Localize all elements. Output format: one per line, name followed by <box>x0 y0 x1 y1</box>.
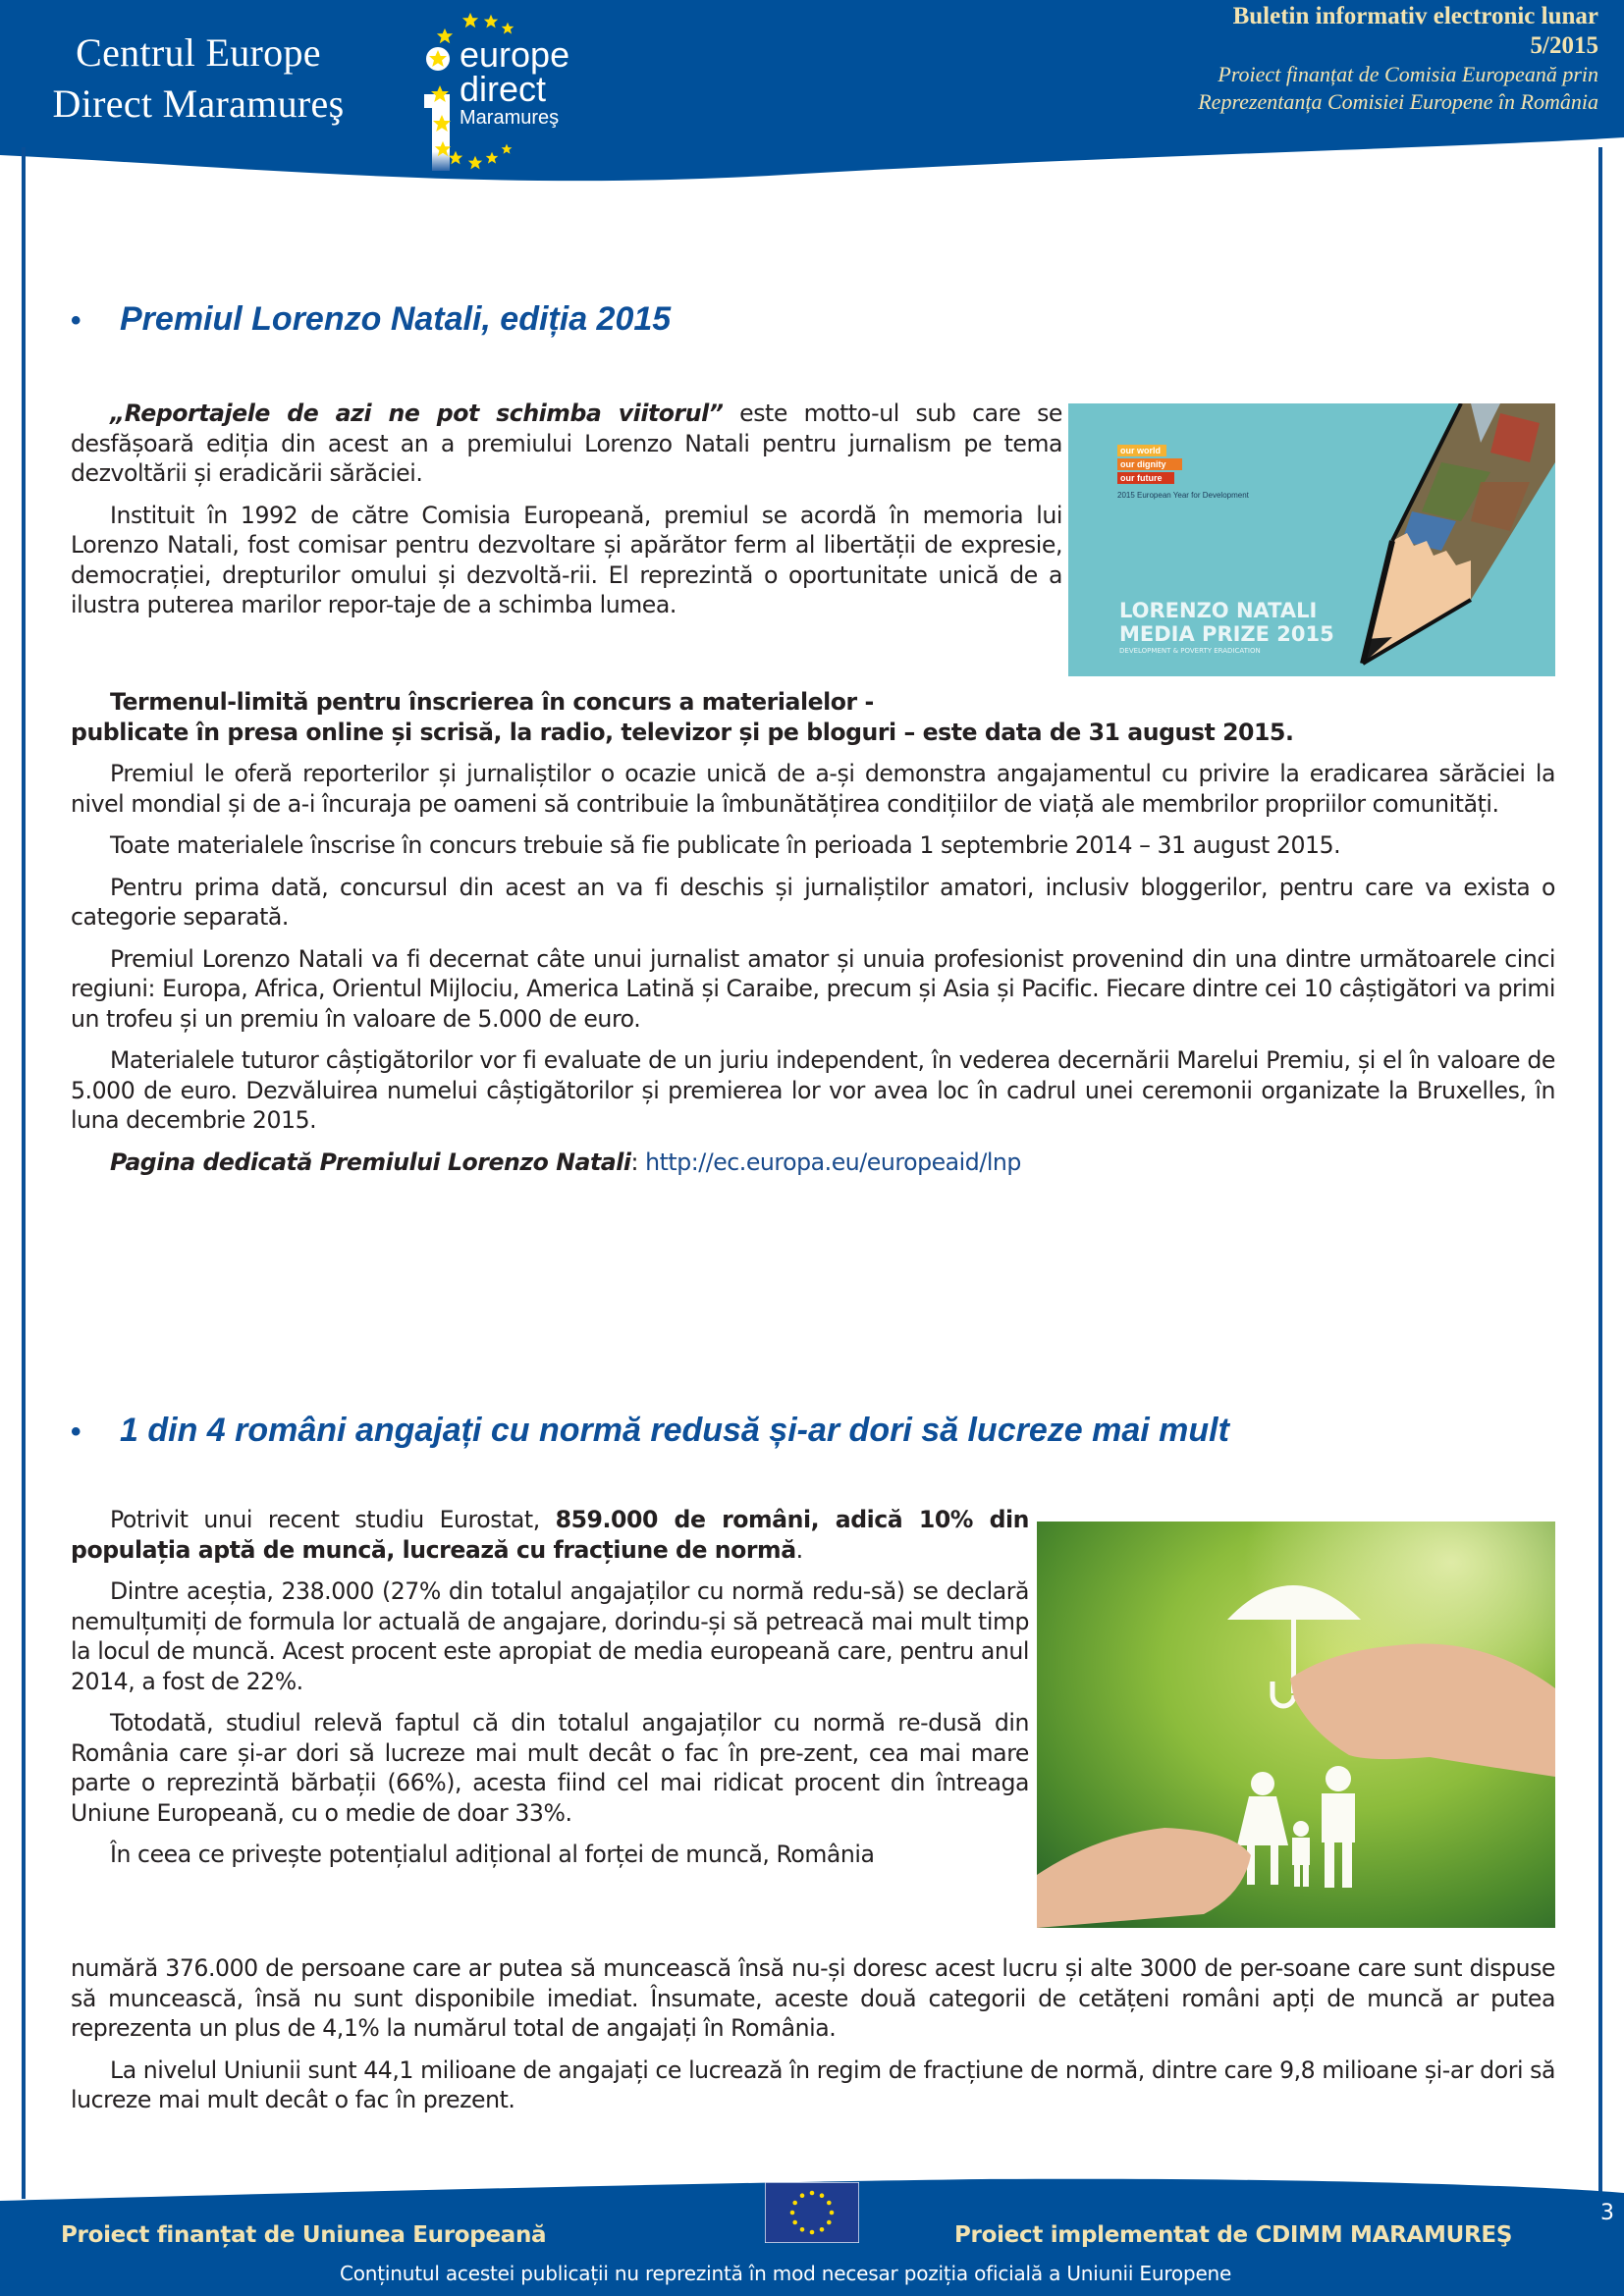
funding-line2: Reprezentanța Comisiei Europene în România <box>1198 89 1598 114</box>
prize-poster-graphic <box>1068 403 1555 676</box>
article1-body <box>71 687 1555 1189</box>
europe-direct-logo-text <box>460 34 570 130</box>
article2-body <box>71 1953 1555 2127</box>
deadline-line2: publicate în presa online și scrisă, la radio, televizor și pe bloguri – este data de 31 august 2015. <box>71 718 1294 746</box>
article2-paragraph-3: Totodată, studiul relevă faptul că din totalul angajaților cu normă re-dusă din România care și-ar dori să lucreze mai mult decât o fac în pre-zent, cea mai mare parte o reprezintă bărbații (66%), acesta fiind cel mai ridicat procent din întreaga Uniune Europeană, cu o medie de doar 33%. <box>71 1709 1029 1827</box>
eu-flag-star-icon <box>810 2191 815 2196</box>
logo-line2: direct <box>460 69 547 109</box>
article1-paragraph-8: Materialele tuturor câștigătorilor vor fi evaluate de un juriu independent, în vederea decernării Marelui Premiu, și el în valoare de 5.000 de euro. Dezvăluirea numelui câștigătorilor și premierea lor vor avea loc în cadrul unei ceremonii organizate la Bruxelles, în luna decembrie 2015. <box>71 1046 1555 1134</box>
motto-quote: „Reportajele de azi ne pot schimba viitorul” <box>110 400 724 427</box>
tag-our-future: our future <box>1120 473 1163 483</box>
eu-flag-star-icon <box>810 2230 815 2235</box>
prize-title-line2: MEDIA PRIZE 2015 <box>1119 622 1334 646</box>
article2-title <box>71 1412 1229 1450</box>
footer-disclaimer: Conținutul acestei publicații nu reprezintă în mod necesar poziția oficială a Uniunii Europene <box>340 2262 1232 2285</box>
footer-funded-by: Proiect finanțat de Uniunea Europeană <box>61 2222 547 2248</box>
umbrella-family-image <box>1037 1522 1555 1928</box>
logo-line1: europe <box>460 34 570 75</box>
eu-flag-star-icon <box>827 2201 832 2206</box>
article2-intro <box>71 1505 1029 1870</box>
link-label: Pagina dedicată Premiului Lorenzo Natali <box>110 1148 631 1176</box>
page-number: 3 <box>1600 2201 1614 2225</box>
logo-line3: Maramureş <box>460 107 560 129</box>
funding-line1: Proiect finanțat de Comisia Europeană prin <box>1218 62 1598 86</box>
page-border-left <box>22 147 26 2199</box>
eu-flag-icon <box>765 2182 859 2243</box>
article1-paragraph-6: Pentru prima dată, concursul din acest an va fi deschis și jurnaliștilor amatori, inclusiv bloggerilor, pentru care va exista o categorie separată. <box>71 873 1555 931</box>
organization-title <box>31 27 365 130</box>
eu-flag-star-icon <box>792 2201 797 2206</box>
paragraph-text: este motto-ul sub care se desfășoară ediția din acest an a premiului Lorenzo Natali pentru jurnalism pe tema dezvoltării și eradicării sărăciei. <box>71 400 1062 487</box>
page-header <box>0 0 1624 196</box>
article2-paragraph-2: Dintre aceștia, 238.000 (27% din totalul angajaților cu normă redu-să) se declară nemulțumiți de formula lor actuală de angajare, dorindu-și să petreacă mai mult timp la locul de muncă. Acest procent este apropiat de media europeană care, pentru anul 2014, a fost de 22%. <box>71 1577 1029 1695</box>
article2-paragraph-5: La nivelul Uniunii sunt 44,1 milioane de angajați ce lucrează în regim de fracțiune de normă, dintre care 9,8 milioane și-ar dori să lucreze mai mult decât o fac în prezent. <box>71 2056 1555 2113</box>
article2-paragraph-1 <box>71 1505 1029 1565</box>
article1-link-paragraph <box>71 1148 1555 1178</box>
article2-title-text: 1 din 4 români angajați cu normă redusă și-ar dori să lucreze mai mult <box>120 1412 1229 1449</box>
eu-flag-star-icon <box>792 2220 797 2225</box>
article2-paragraph-4-start: În ceea ce privește potențialul adițional al forței de muncă, România <box>110 1841 875 1868</box>
umbrella-family-photo <box>1037 1522 1555 1928</box>
bulletin-title: Buletin informativ electronic lunar <box>1232 3 1598 29</box>
link-separator: : <box>630 1148 646 1176</box>
article1-intro <box>71 399 1062 632</box>
eu-flag-star-icon <box>800 2227 805 2232</box>
organization-title-line2: Direct Maramureş <box>52 81 345 126</box>
bullet-icon: • <box>71 1415 81 1448</box>
article1-paragraph-5: Toate materialele înscrise în concurs trebuie să fie publicate în perioada 1 septembrie 2014 – 31 august 2015. <box>110 831 1341 859</box>
page-border-right <box>1598 147 1602 2199</box>
tag-our-world: our world <box>1120 446 1161 455</box>
eu-flag-star-icon <box>820 2193 825 2198</box>
article2-paragraph-4-rest: numără 376.000 de persoane care ar putea să muncească însă nu-și doresc acest lucru și alte 3000 de per-soane care sunt dispuse să muncească, însă nu sunt disponibile imediat. Însumate, aceste două categorii de cetățeni români apți de muncă ar putea reprezenta un plus de 4,1% la numărul total de angajați în România. <box>71 1954 1555 2042</box>
tag-our-dignity: our dignity <box>1120 459 1166 469</box>
eu-flag-star-icon <box>827 2220 832 2225</box>
eu-flag-star-icon <box>790 2211 795 2216</box>
prize-title-line1: LORENZO NATALI <box>1119 599 1318 622</box>
deadline-paragraph <box>71 687 1555 747</box>
article1-title-text: Premiul Lorenzo Natali, ediția 2015 <box>120 300 672 338</box>
organization-title-line1: Centrul Europe <box>76 30 321 75</box>
year-tagline: 2015 European Year for Development <box>1117 491 1249 500</box>
article1-title <box>71 300 671 339</box>
prize-subtitle: DEVELOPMENT & POVERTY ERADICATION <box>1119 647 1261 655</box>
lorenzo-natali-prize-image <box>1068 403 1555 676</box>
paragraph-text: . <box>795 1535 803 1564</box>
eu-flag-star-icon <box>820 2227 825 2232</box>
article1-paragraph-4: Premiul le oferă reporterilor și jurnaliștilor o ocazie unică de a-și demonstra angajamentul cu privire la eradicarea sărăciei la nivel mondial și de a-i încuraja pe oameni să contribuie la îmbunătățirea condițiilor de viață ale membrilor propriilor comunități. <box>71 760 1555 818</box>
eu-flag-star-icon <box>830 2211 835 2216</box>
issue-number: 5/2015 <box>1530 32 1598 59</box>
article1-paragraph-2: Instituit în 1992 de către Comisia Europeană, premiul se acordă în memoria lui Lorenzo Natali, fost comisar pentru dezvoltare și apărător ferm al libertății de expresie, democrației, drepturilor omului și dezvoltă-rii. El reprezintă o oportunitate unică de a ilustra puterea marilor repor-taje de a schimba lumea. <box>71 501 1062 618</box>
article1-paragraph-7: Premiul Lorenzo Natali va fi decernat câte unui jurnalist amator și unuia profesionist provenind din una dintre următoarele cinci regiuni: Europa, Africa, Orientul Mijlociu, America Latină și Caraibe, precum și Asia și Pacific. Fiecare dintre cei 10 câștigători va primi un trofeu și un premiu în valoare de 5.000 de euro. <box>71 944 1555 1033</box>
bullet-icon: • <box>71 304 81 337</box>
eurostat-highlight: 859.000 de români, adică 10% din populația aptă de muncă, lucrează cu fracțiune de normă <box>71 1506 1029 1564</box>
footer-implemented-by: Proiect implementat de CDIMM MARAMUREŞ <box>954 2222 1513 2248</box>
lnp-link[interactable]: http://ec.europa.eu/europeaid/lnp <box>645 1148 1021 1176</box>
bulletin-info <box>1198 2 1598 116</box>
eu-flag-star-icon <box>800 2193 805 2198</box>
paragraph-text: Potrivit unui recent studiu Eurostat, <box>110 1506 556 1533</box>
deadline-line1: Termenul-limită pentru înscrierea în concurs a materialelor - <box>110 688 874 716</box>
article1-paragraph-1 <box>71 399 1062 489</box>
